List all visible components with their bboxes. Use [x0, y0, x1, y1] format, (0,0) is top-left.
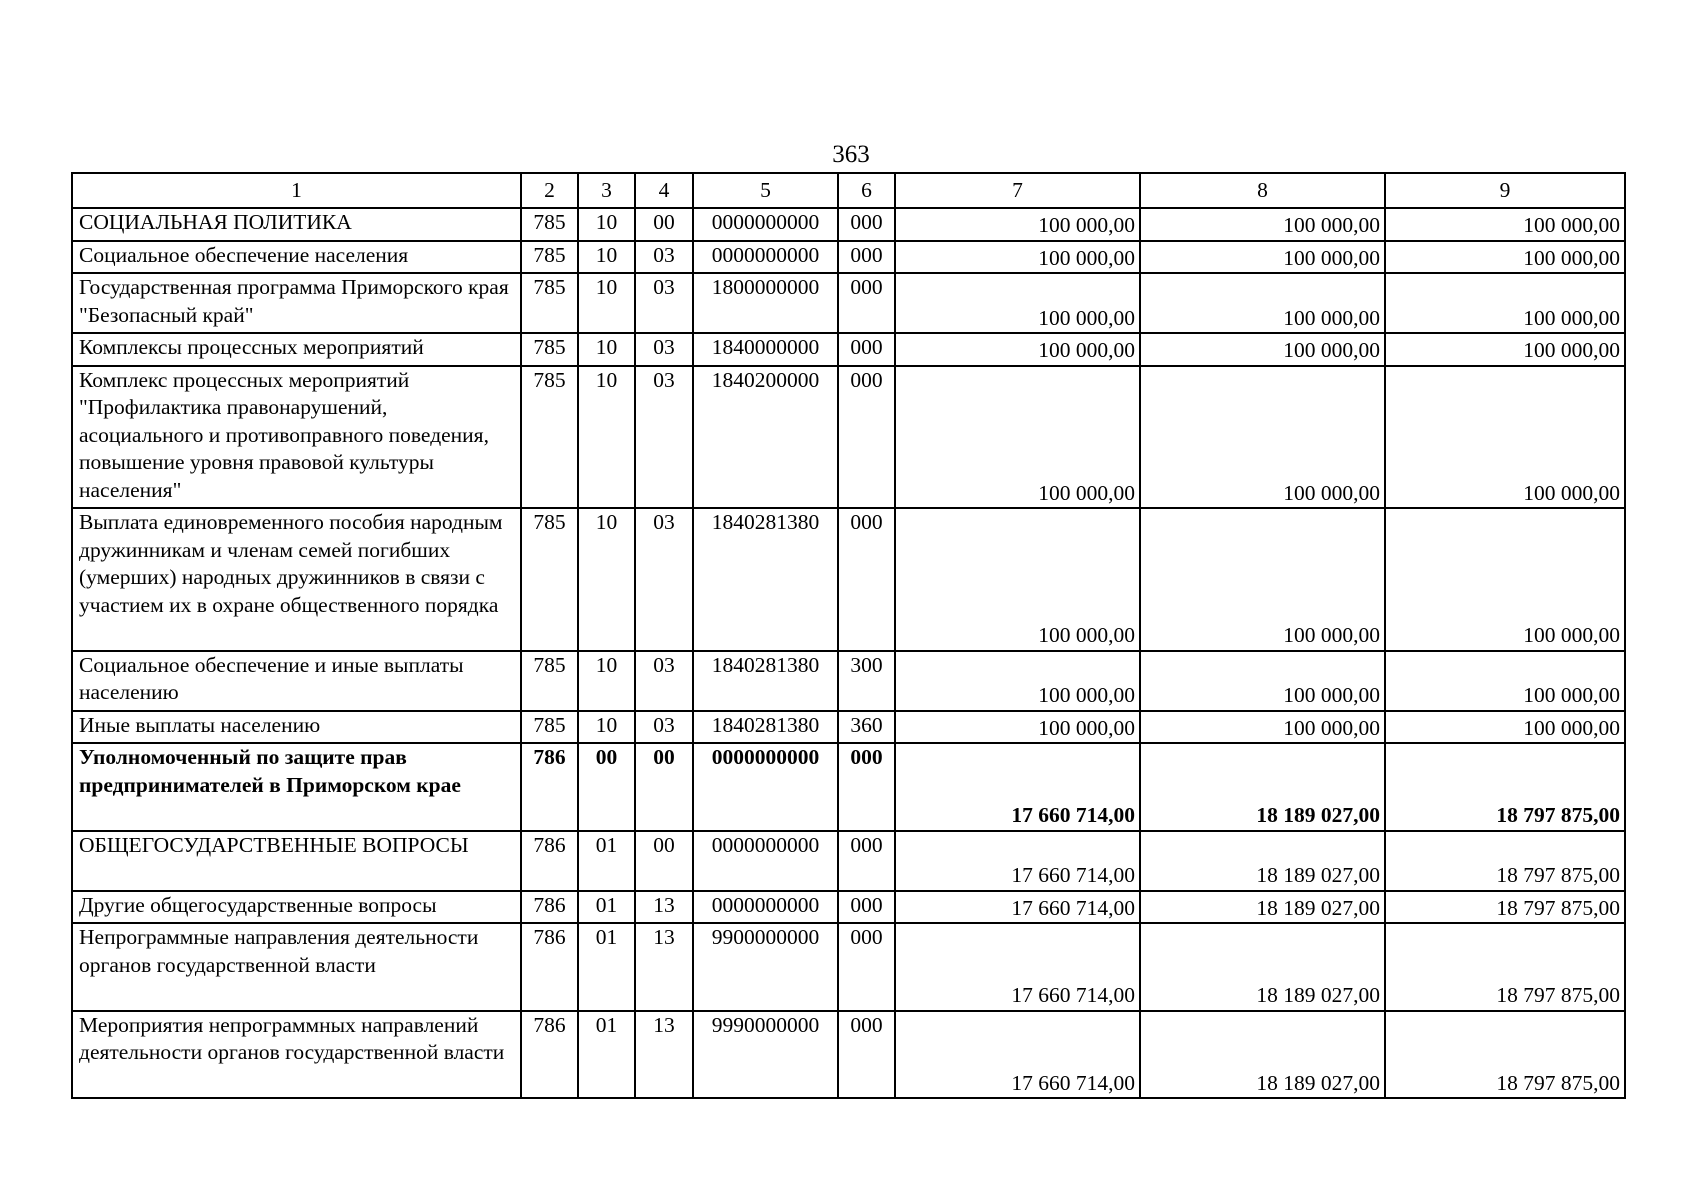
code-cell: 785 — [521, 241, 578, 274]
table-row — [72, 208, 1625, 241]
amount-cell: 100 000,00 — [1385, 273, 1625, 333]
column-header: 2 — [521, 173, 578, 208]
code-cell: 000 — [838, 273, 895, 333]
code-cell: 03 — [635, 366, 693, 509]
code-cell: 785 — [521, 208, 578, 241]
code-cell: 0000000000 — [693, 241, 838, 274]
amount-cell: 100 000,00 — [895, 333, 1140, 366]
code-cell: 000 — [838, 923, 895, 1011]
code-cell: 10 — [578, 333, 635, 366]
amount-cell: 100 000,00 — [1385, 711, 1625, 744]
line-item-name: Иные выплаты населению — [72, 711, 521, 744]
amount-cell: 17 660 714,00 — [895, 923, 1140, 1011]
code-cell: 01 — [578, 891, 635, 924]
amount-cell: 18 189 027,00 — [1140, 891, 1385, 924]
amount-cell: 18 189 027,00 — [1140, 1011, 1385, 1099]
amount-cell: 17 660 714,00 — [895, 1011, 1140, 1099]
code-cell: 03 — [635, 711, 693, 744]
amount-cell: 18 797 875,00 — [1385, 743, 1625, 831]
code-cell: 03 — [635, 241, 693, 274]
code-cell: 785 — [521, 366, 578, 509]
column-header: 8 — [1140, 173, 1385, 208]
amount-cell: 100 000,00 — [895, 208, 1140, 241]
code-cell: 1840281380 — [693, 651, 838, 711]
code-cell: 1840281380 — [693, 711, 838, 744]
code-cell: 000 — [838, 891, 895, 924]
table-row — [72, 273, 1625, 333]
line-item-name: СОЦИАЛЬНАЯ ПОЛИТИКА — [72, 208, 521, 241]
column-header: 9 — [1385, 173, 1625, 208]
amount-cell: 100 000,00 — [1140, 208, 1385, 241]
code-cell: 785 — [521, 651, 578, 711]
amount-cell: 100 000,00 — [1140, 273, 1385, 333]
amount-cell: 100 000,00 — [895, 711, 1140, 744]
table-row — [72, 333, 1625, 366]
amount-cell: 18 797 875,00 — [1385, 923, 1625, 1011]
line-item-name: Социальное обеспечение и иные выплаты населению — [72, 651, 521, 711]
amount-cell: 100 000,00 — [1385, 651, 1625, 711]
code-cell: 13 — [635, 891, 693, 924]
amount-cell: 18 797 875,00 — [1385, 831, 1625, 891]
amount-cell: 100 000,00 — [895, 651, 1140, 711]
amount-cell: 18 189 027,00 — [1140, 743, 1385, 831]
code-cell: 03 — [635, 508, 693, 651]
code-cell: 00 — [635, 743, 693, 831]
code-cell: 300 — [838, 651, 895, 711]
amount-cell: 100 000,00 — [1140, 333, 1385, 366]
code-cell: 9990000000 — [693, 1011, 838, 1099]
amount-cell: 100 000,00 — [1140, 366, 1385, 509]
column-header: 5 — [693, 173, 838, 208]
code-cell: 10 — [578, 711, 635, 744]
amount-cell: 100 000,00 — [895, 241, 1140, 274]
code-cell: 000 — [838, 743, 895, 831]
line-item-name: ОБЩЕГОСУДАРСТВЕННЫЕ ВОПРОСЫ — [72, 831, 521, 891]
table-row — [72, 508, 1625, 651]
code-cell: 000 — [838, 508, 895, 651]
code-cell: 03 — [635, 273, 693, 333]
amount-cell: 17 660 714,00 — [895, 831, 1140, 891]
code-cell: 000 — [838, 831, 895, 891]
code-cell: 000 — [838, 1011, 895, 1099]
code-cell: 00 — [578, 743, 635, 831]
line-item-name: Уполномоченный по защите прав предпринимателей в Приморском крае — [72, 743, 521, 831]
header-row — [72, 173, 1625, 208]
column-header: 3 — [578, 173, 635, 208]
amount-cell: 17 660 714,00 — [895, 743, 1140, 831]
code-cell: 0000000000 — [693, 743, 838, 831]
table-row — [72, 366, 1625, 509]
column-header: 4 — [635, 173, 693, 208]
line-item-name: Комплексы процессных мероприятий — [72, 333, 521, 366]
amount-cell: 100 000,00 — [1140, 241, 1385, 274]
table-row — [72, 923, 1625, 1011]
budget-table — [71, 172, 1626, 1099]
code-cell: 00 — [635, 208, 693, 241]
code-cell: 786 — [521, 923, 578, 1011]
amount-cell: 18 797 875,00 — [1385, 891, 1625, 924]
code-cell: 10 — [578, 366, 635, 509]
code-cell: 786 — [521, 831, 578, 891]
amount-cell: 100 000,00 — [1385, 366, 1625, 509]
code-cell: 360 — [838, 711, 895, 744]
code-cell: 00 — [635, 831, 693, 891]
code-cell: 786 — [521, 1011, 578, 1099]
table-row — [72, 831, 1625, 891]
code-cell: 10 — [578, 241, 635, 274]
code-cell: 1800000000 — [693, 273, 838, 333]
column-header: 7 — [895, 173, 1140, 208]
line-item-name: Другие общегосударственные вопросы — [72, 891, 521, 924]
code-cell: 0000000000 — [693, 891, 838, 924]
amount-cell: 100 000,00 — [1385, 241, 1625, 274]
code-cell: 000 — [838, 208, 895, 241]
amount-cell: 100 000,00 — [1385, 208, 1625, 241]
code-cell: 10 — [578, 273, 635, 333]
code-cell: 786 — [521, 743, 578, 831]
code-cell: 786 — [521, 891, 578, 924]
line-item-name: Социальное обеспечение населения — [72, 241, 521, 274]
line-item-name: Непрограммные направления деятельности органов государственной власти — [72, 923, 521, 1011]
amount-cell: 100 000,00 — [1385, 508, 1625, 651]
code-cell: 000 — [838, 333, 895, 366]
amount-cell: 18 189 027,00 — [1140, 923, 1385, 1011]
code-cell: 01 — [578, 831, 635, 891]
code-cell: 1840281380 — [693, 508, 838, 651]
table-row — [72, 711, 1625, 744]
column-header: 1 — [72, 173, 521, 208]
amount-cell: 18 189 027,00 — [1140, 831, 1385, 891]
line-item-name: Государственная программа Приморского края "Безопасный край" — [72, 273, 521, 333]
code-cell: 1840200000 — [693, 366, 838, 509]
code-cell: 13 — [635, 1011, 693, 1099]
amount-cell: 17 660 714,00 — [895, 891, 1140, 924]
table-row — [72, 241, 1625, 274]
code-cell: 0000000000 — [693, 831, 838, 891]
code-cell: 03 — [635, 651, 693, 711]
amount-cell: 100 000,00 — [1385, 333, 1625, 366]
amount-cell: 100 000,00 — [1140, 711, 1385, 744]
code-cell: 03 — [635, 333, 693, 366]
code-cell: 1840000000 — [693, 333, 838, 366]
column-header: 6 — [838, 173, 895, 208]
code-cell: 13 — [635, 923, 693, 1011]
code-cell: 0000000000 — [693, 208, 838, 241]
amount-cell: 100 000,00 — [895, 366, 1140, 509]
code-cell: 785 — [521, 711, 578, 744]
line-item-name: Выплата единовременного пособия народным дружинникам и членам семей погибших (умерших) народных дружинников в связи с участием их в охране общественного порядка — [72, 508, 521, 651]
table-row — [72, 743, 1625, 831]
code-cell: 01 — [578, 1011, 635, 1099]
amount-cell: 18 797 875,00 — [1385, 1011, 1625, 1099]
code-cell: 785 — [521, 508, 578, 651]
code-cell: 10 — [578, 208, 635, 241]
code-cell: 9900000000 — [693, 923, 838, 1011]
code-cell: 785 — [521, 273, 578, 333]
code-cell: 785 — [521, 333, 578, 366]
amount-cell: 100 000,00 — [895, 508, 1140, 651]
table-row — [72, 1011, 1625, 1099]
amount-cell: 100 000,00 — [1140, 508, 1385, 651]
code-cell: 000 — [838, 366, 895, 509]
table-row — [72, 891, 1625, 924]
line-item-name: Комплекс процессных мероприятий "Профилактика правонарушений, асоциального и противоправного поведения, повышение уровня правовой культуры населения" — [72, 366, 521, 509]
page-number: 363 — [832, 141, 870, 168]
code-cell: 10 — [578, 508, 635, 651]
table-row — [72, 651, 1625, 711]
amount-cell: 100 000,00 — [895, 273, 1140, 333]
amount-cell: 100 000,00 — [1140, 651, 1385, 711]
code-cell: 01 — [578, 923, 635, 1011]
line-item-name: Мероприятия непрограммных направлений деятельности органов государственной власти — [72, 1011, 521, 1099]
code-cell: 10 — [578, 651, 635, 711]
code-cell: 000 — [838, 241, 895, 274]
